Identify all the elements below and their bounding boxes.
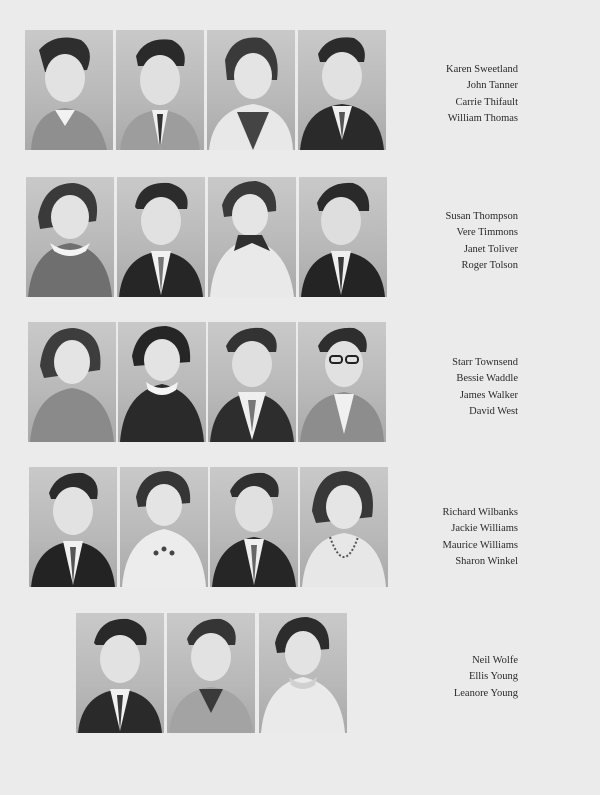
portrait-photo bbox=[298, 322, 386, 442]
student-name: Karen Sweetland bbox=[445, 64, 518, 75]
portrait-photo bbox=[76, 613, 164, 733]
student-name: Jackie Williams bbox=[451, 523, 518, 535]
student-name: Starr Townsend bbox=[452, 357, 518, 368]
student-name: Roger Tolson bbox=[461, 259, 518, 271]
student-name: Carrie Thifault bbox=[455, 96, 518, 108]
name-list bbox=[446, 209, 518, 274]
student-name: Susan Thompson bbox=[445, 211, 518, 222]
student-name: Bessie Waddle bbox=[456, 373, 518, 385]
name-list bbox=[454, 653, 518, 702]
portrait-row-5 bbox=[0, 613, 600, 735]
portrait-photo bbox=[120, 467, 208, 587]
student-name: Maurice Williams bbox=[442, 539, 518, 551]
portrait-photo bbox=[167, 613, 255, 733]
portrait-photo bbox=[28, 322, 116, 442]
student-name: John Tanner bbox=[466, 80, 518, 92]
name-list bbox=[446, 62, 518, 127]
portrait-photo bbox=[29, 467, 117, 587]
portrait-photo bbox=[299, 177, 387, 297]
portrait-photo bbox=[118, 322, 206, 442]
portrait-photo bbox=[117, 177, 205, 297]
portrait-row-2 bbox=[0, 177, 600, 299]
portrait-photo bbox=[208, 177, 296, 297]
student-name: Neil Wolfe bbox=[472, 655, 518, 666]
name-list bbox=[452, 355, 518, 420]
name-list bbox=[443, 505, 519, 570]
student-name: Richard Wilbanks bbox=[442, 507, 518, 518]
portrait-photo bbox=[116, 30, 204, 150]
student-name: Janet Toliver bbox=[463, 243, 518, 255]
student-name: Ellis Young bbox=[468, 671, 518, 683]
portrait-photo bbox=[26, 177, 114, 297]
portrait-photo bbox=[300, 467, 388, 587]
portrait-row-1 bbox=[0, 30, 600, 152]
student-name: David West bbox=[469, 405, 518, 417]
portrait-photo bbox=[207, 30, 295, 150]
portrait-photo bbox=[208, 322, 296, 442]
student-name: James Walker bbox=[459, 389, 518, 401]
portrait-photo bbox=[25, 30, 113, 150]
student-name: Leanore Young bbox=[453, 687, 518, 699]
portrait-row-4 bbox=[0, 467, 600, 589]
portrait-row-3 bbox=[0, 322, 600, 444]
student-name: Sharon Winkel bbox=[455, 555, 518, 567]
portrait-photo bbox=[259, 613, 347, 733]
student-name: William Thomas bbox=[447, 112, 518, 124]
portrait-photo bbox=[210, 467, 298, 587]
portrait-photo bbox=[298, 30, 386, 150]
student-name: Vere Timmons bbox=[456, 227, 518, 239]
